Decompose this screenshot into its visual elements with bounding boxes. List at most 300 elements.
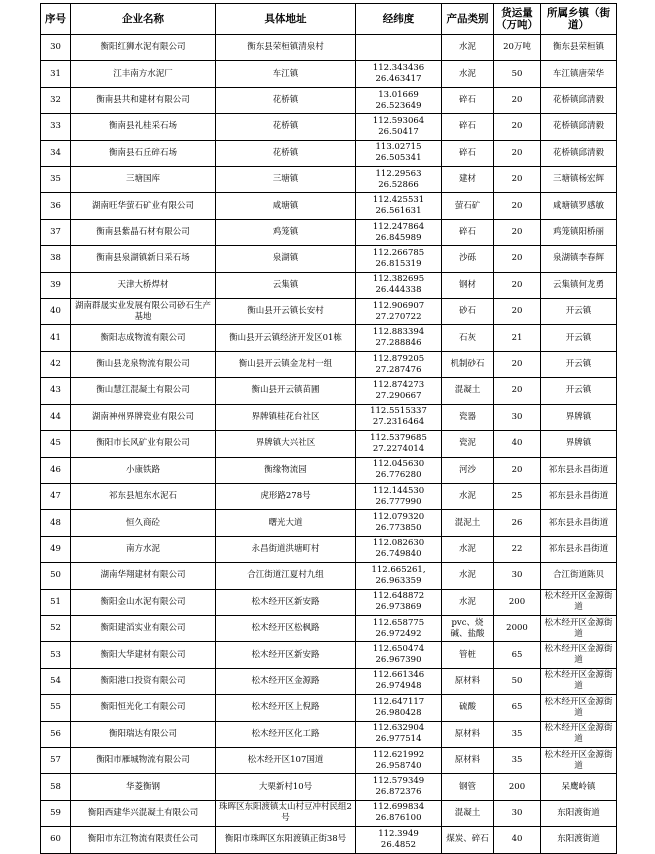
cell-index: 48 [41,510,71,536]
cell-coordinates [356,219,442,245]
cell-product: 混凝土 [442,378,494,404]
cell-volume: 65 [494,695,541,721]
cell-index: 30 [41,35,71,61]
cell-town: 开云镇 [541,299,617,325]
latitude-value: 26.505341 [375,153,422,164]
table-row [41,351,617,377]
cell-coordinates [356,457,442,483]
cell-coordinates [356,167,442,193]
cell-company-name: 衡阳建滔实业有限公司 [71,615,216,641]
cell-company-name: 小康铁路 [71,457,216,483]
header-address: 具体地址 [216,4,356,35]
cell-coordinates [356,431,442,457]
cell-index: 34 [41,140,71,166]
latitude-value: 27.270722 [375,311,422,322]
cell-company-name: 衡阳志成物流有限公司 [71,325,216,351]
table-row [41,193,617,219]
cell-town: 咸塘镇罗感敏 [541,193,617,219]
latitude-value: 26.872376 [375,787,422,798]
table-row [41,695,617,721]
latitude-value: 26.777990 [375,496,422,507]
cell-volume: 30 [494,800,541,826]
cell-volume: 20万吨 [494,35,541,61]
cell-product: 河沙 [442,457,494,483]
latitude-value: 27.2316464 [372,417,425,428]
cell-index: 38 [41,246,71,272]
cell-address: 松木经开区107国道 [216,747,356,773]
cell-volume: 26 [494,510,541,536]
cell-town: 松木经开区金源街道 [541,589,617,615]
cell-company-name: 衡南县共和建材有限公司 [71,87,216,113]
latitude-value: 26.776280 [375,470,422,481]
longitude-value: 112.699834 [372,802,425,813]
longitude-value: 112.647117 [372,696,425,707]
cell-index: 59 [41,800,71,826]
longitude-value: 112.045630 [372,459,425,470]
cell-product: 沙砾 [442,246,494,272]
cell-company-name: 衡阳市长风矿业有限公司 [71,431,216,457]
cell-company-name: 衡南县紫晶石材有限公司 [71,219,216,245]
latitude-value: 26.523649 [375,100,422,111]
longitude-value: 112.082630 [372,538,425,549]
cell-address: 界牌镇桂花台社区 [216,404,356,430]
cell-town: 呆鹰岭镇 [541,774,617,800]
cell-coordinates [356,378,442,404]
latitude-value: 26.963359 [375,575,422,586]
cell-index: 41 [41,325,71,351]
cell-town: 松木经开区金源街道 [541,747,617,773]
cell-index: 42 [41,351,71,377]
cell-product: 硫酸 [442,695,494,721]
longitude-value: 112.247864 [372,221,425,232]
cell-volume: 22 [494,536,541,562]
cell-index: 52 [41,615,71,641]
cell-product: 水泥 [442,35,494,61]
cell-address: 花桥镇 [216,114,356,140]
latitude-value: 27.2274014 [372,443,425,454]
header-product: 产品类别 [442,4,494,35]
cell-product: 水泥 [442,563,494,589]
cell-company-name: 衡阳金山水泥有限公司 [71,589,216,615]
cell-index: 60 [41,827,71,853]
cell-company-name: 恒久商砼 [71,510,216,536]
cell-coordinates [356,35,442,61]
cell-index: 32 [41,87,71,113]
cell-volume: 35 [494,747,541,773]
longitude-value: 112.650474 [372,644,425,655]
cell-product: 原材料 [442,747,494,773]
cell-town: 东阳渡街道 [541,827,617,853]
cell-volume: 20 [494,351,541,377]
latitude-value: 26.52866 [378,179,419,190]
longitude-value: 112.879205 [372,353,425,364]
longitude-value: 112.648872 [372,591,425,602]
cell-town: 花桥镇邱清毅 [541,140,617,166]
cell-company-name: 天津大桥焊材 [71,272,216,298]
cell-company-name: 南方水泥 [71,536,216,562]
cell-company-name: 祁东县旭东水泥石 [71,483,216,509]
cell-town: 合江街道陈贝 [541,563,617,589]
table-row [41,721,617,747]
cell-product: 原材料 [442,721,494,747]
cell-company-name: 衡阳红狮水泥有限公司 [71,35,216,61]
cell-town: 界牌镇 [541,404,617,430]
cell-coordinates [356,615,442,641]
table-row [41,87,617,113]
cell-town: 祁东县永昌街道 [541,536,617,562]
header-coordinates: 经纬度 [356,4,442,35]
cell-volume: 20 [494,378,541,404]
table-row [41,325,617,351]
cell-volume: 20 [494,87,541,113]
cell-address: 衡山县开云镇金龙村一组 [216,351,356,377]
table-row [41,246,617,272]
table-row [41,536,617,562]
cell-index: 55 [41,695,71,721]
cell-address: 珠晖区东阳渡镇太山村豆冲村民组2号 [216,800,356,826]
longitude-value: 112.29563 [375,168,422,179]
cell-volume: 2000 [494,615,541,641]
cell-product: 钢管 [442,774,494,800]
cell-town: 花桥镇邱清毅 [541,87,617,113]
cell-company-name: 三塘国库 [71,167,216,193]
cell-town: 开云镇 [541,351,617,377]
cell-company-name: 衡山慧江混凝土有限公司 [71,378,216,404]
cell-address: 花桥镇 [216,140,356,166]
cell-index: 36 [41,193,71,219]
cell-index: 56 [41,721,71,747]
cell-address: 衡阳市珠晖区东阳渡镇正街38号 [216,827,356,853]
header-index: 序号 [41,4,71,35]
cell-town: 花桥镇邱清毅 [541,114,617,140]
cell-address: 衡山县开云镇苗圃 [216,378,356,404]
longitude-value: 112.906907 [372,300,425,311]
cell-address: 界牌镇大兴社区 [216,431,356,457]
cell-address: 衡东县荣桓镇清泉村 [216,35,356,61]
cell-product: 瓷器 [442,404,494,430]
cell-product: 建材 [442,167,494,193]
cell-coordinates [356,642,442,668]
longitude-value: 112.632904 [372,723,425,734]
cell-company-name: 江丰南方水泥厂 [71,61,216,87]
cell-company-name: 衡阳西建华兴混凝土有限公司 [71,800,216,826]
table-row [41,589,617,615]
cell-address: 松木经开区新安路 [216,642,356,668]
cell-coordinates [356,114,442,140]
cell-address: 松木经开区金源路 [216,668,356,694]
cell-index: 33 [41,114,71,140]
table-body [41,35,617,854]
cell-volume: 30 [494,563,541,589]
cell-product: 机制砂石 [442,351,494,377]
cell-address: 泉湖镇 [216,246,356,272]
cell-town: 松木经开区金源街道 [541,695,617,721]
longitude-value: 13.01669 [378,89,419,100]
cell-product: 混凝土 [442,800,494,826]
cell-product: 碎石 [442,114,494,140]
table-row [41,774,617,800]
cell-coordinates [356,800,442,826]
table-row [41,272,617,298]
cell-coordinates [356,536,442,562]
cell-volume: 20 [494,140,541,166]
document-sheet [40,3,617,854]
cell-company-name: 衡阳市雁城物流有限公司 [71,747,216,773]
longitude-value: 112.883394 [372,327,425,338]
table-row [41,114,617,140]
cell-index: 47 [41,483,71,509]
cell-product: 水泥 [442,483,494,509]
cell-index: 46 [41,457,71,483]
cell-company-name: 衡山县龙泉物流有限公司 [71,351,216,377]
cell-coordinates [356,668,442,694]
cell-index: 57 [41,747,71,773]
longitude-value: 112.343436 [372,63,425,74]
cell-coordinates [356,61,442,87]
table-row [41,483,617,509]
cell-volume: 21 [494,325,541,351]
cell-volume: 20 [494,193,541,219]
cell-product: 钢材 [442,272,494,298]
cell-town: 云集镇何龙勇 [541,272,617,298]
cell-coordinates [356,193,442,219]
cell-company-name: 衡阳恒光化工有限公司 [71,695,216,721]
table-row [41,563,617,589]
cell-product: 管桩 [442,642,494,668]
table-row [41,61,617,87]
longitude-value: 113.02715 [375,142,422,153]
cell-index: 43 [41,378,71,404]
table-row [41,747,617,773]
latitude-value: 26.50417 [378,126,419,137]
cell-volume: 65 [494,642,541,668]
cell-address: 曙光大道 [216,510,356,536]
longitude-value: 112.579349 [372,776,425,787]
longitude-value: 112.874273 [372,379,425,390]
cell-index: 45 [41,431,71,457]
cell-coordinates [356,351,442,377]
cell-address: 合江街道江夏村九组 [216,563,356,589]
cell-product: 水泥 [442,61,494,87]
table-row [41,800,617,826]
cell-address: 永昌街道洪塘町村 [216,536,356,562]
latitude-value: 26.845989 [375,232,422,243]
table-row [41,167,617,193]
cell-address: 三塘镇 [216,167,356,193]
table-row [41,642,617,668]
cell-town: 鸡笼镇阳桥丽 [541,219,617,245]
longitude-value: 112.658775 [372,617,425,628]
longitude-value: 112.621992 [372,749,425,760]
cell-product: 碎石 [442,219,494,245]
cell-index: 39 [41,272,71,298]
table-row [41,378,617,404]
cell-coordinates [356,774,442,800]
longitude-value: 112.665261, [371,564,426,575]
cell-coordinates [356,721,442,747]
cell-volume: 25 [494,483,541,509]
cell-volume: 50 [494,668,541,694]
table-row [41,615,617,641]
cell-volume: 20 [494,114,541,140]
longitude-value: 112.144530 [372,485,425,496]
cell-volume: 20 [494,299,541,325]
cell-address: 松木经开区松枫路 [216,615,356,641]
cell-company-name: 衡南县泉湖镇新日采石场 [71,246,216,272]
cell-address: 衡山县开云镇长安村 [216,299,356,325]
cell-volume: 200 [494,774,541,800]
cell-volume: 40 [494,431,541,457]
cell-company-name: 衡阳市东江物流有限责任公司 [71,827,216,853]
latitude-value: 27.287476 [375,364,422,375]
cell-coordinates [356,404,442,430]
cell-town: 松木经开区金源街道 [541,668,617,694]
cell-product: 水泥 [442,536,494,562]
cell-town: 衡东县荣桓镇 [541,35,617,61]
latitude-value: 27.288846 [375,338,422,349]
longitude-value: 112.5379685 [370,432,427,443]
table-row [41,404,617,430]
cell-company-name: 华菱衡钢 [71,774,216,800]
latitude-value: 26.4852 [380,839,417,850]
cell-volume: 20 [494,167,541,193]
latitude-value: 26.974948 [375,681,422,692]
cell-index: 44 [41,404,71,430]
cell-volume: 30 [494,404,541,430]
cell-town: 车江镇唐荣华 [541,61,617,87]
latitude-value: 26.444338 [375,285,422,296]
cell-company-name: 衡阳港口投资有限公司 [71,668,216,694]
cell-volume: 20 [494,246,541,272]
cell-volume: 200 [494,589,541,615]
cell-product: 瓷泥 [442,431,494,457]
cell-company-name: 衡南县石丘碎石场 [71,140,216,166]
cell-coordinates [356,325,442,351]
cell-product: 混泥土 [442,510,494,536]
longitude-value: 112.593064 [372,115,425,126]
cell-product: 砂石 [442,299,494,325]
cell-coordinates [356,140,442,166]
cell-index: 35 [41,167,71,193]
cell-town: 祁东县永昌街道 [541,483,617,509]
cell-coordinates [356,563,442,589]
cell-index: 53 [41,642,71,668]
longitude-value: 112.425531 [372,195,425,206]
table-row [41,299,617,325]
cell-town: 泉湖镇李春辉 [541,246,617,272]
cell-product: pvc、烧碱、盐酸 [442,615,494,641]
latitude-value: 26.815319 [375,258,422,269]
latitude-value: 27.290667 [375,390,422,401]
cell-company-name: 湖南华翔建材有限公司 [71,563,216,589]
cell-product: 萤石矿 [442,193,494,219]
cell-coordinates [356,272,442,298]
table-row [41,431,617,457]
cell-index: 40 [41,299,71,325]
latitude-value: 26.972492 [375,628,422,639]
cell-volume: 20 [494,272,541,298]
longitude-value: 112.266785 [372,247,425,258]
latitude-value: 26.967390 [375,655,422,666]
cell-coordinates [356,87,442,113]
cell-town: 三塘镇杨宏辉 [541,167,617,193]
cell-address: 花桥镇 [216,87,356,113]
cell-product: 水泥 [442,589,494,615]
cell-company-name: 湖南群晟实业发展有限公司砂石生产基地 [71,299,216,325]
cell-company-name: 湖南神州界牌瓷业有限公司 [71,404,216,430]
cell-address: 松木经开区上倪路 [216,695,356,721]
cell-volume: 35 [494,721,541,747]
table-row [41,140,617,166]
cell-address: 咸塘镇 [216,193,356,219]
cell-index: 31 [41,61,71,87]
latitude-value: 26.773850 [375,523,422,534]
cell-town: 开云镇 [541,325,617,351]
latitude-value: 26.973869 [375,602,422,613]
cell-product: 碎石 [442,140,494,166]
cell-product: 石灰 [442,325,494,351]
latitude-value: 26.463417 [375,74,422,85]
cell-coordinates [356,747,442,773]
cell-product: 原材料 [442,668,494,694]
cell-town: 开云镇 [541,378,617,404]
cell-company-name: 衡南县礼桂采石场 [71,114,216,140]
cell-volume: 40 [494,827,541,853]
cell-index: 51 [41,589,71,615]
cell-volume: 20 [494,219,541,245]
cell-town: 松木经开区金源街道 [541,642,617,668]
cell-address: 虎形路278号 [216,483,356,509]
latitude-value: 26.876100 [375,813,422,824]
latitude-value: 26.980428 [375,707,422,718]
cell-coordinates [356,695,442,721]
cell-index: 49 [41,536,71,562]
cell-address: 云集镇 [216,272,356,298]
longitude-value: 112.661346 [372,670,425,681]
cell-product: 碎石 [442,87,494,113]
table-row [41,510,617,536]
table-row [41,219,617,245]
table-row [41,457,617,483]
cell-address: 鸡笼镇 [216,219,356,245]
cell-index: 54 [41,668,71,694]
table-row [41,668,617,694]
longitude-value: 112.3949 [378,828,419,839]
cell-coordinates [356,589,442,615]
cell-address: 衡缘物流园 [216,457,356,483]
cell-volume: 20 [494,457,541,483]
cell-town: 松木经开区金源街道 [541,615,617,641]
cell-company-name: 湖南旺华萤石矿业有限公司 [71,193,216,219]
cell-address: 松木经开区新安路 [216,589,356,615]
header-town: 所属乡镇（街道） [541,4,617,35]
latitude-value: 26.958740 [375,760,422,771]
longitude-value: 112.079320 [372,512,425,523]
cell-coordinates [356,483,442,509]
cell-index: 58 [41,774,71,800]
cell-coordinates [356,299,442,325]
table-row [41,35,617,61]
cell-address: 衡山县开云镇经济开发区01栋 [216,325,356,351]
cell-product: 煤炭、碎石 [442,827,494,853]
cell-address: 车江镇 [216,61,356,87]
header-row [41,4,617,35]
longitude-value: 112.5515337 [370,406,427,417]
cell-address: 大栗新村10号 [216,774,356,800]
header-company-name: 企业名称 [71,4,216,35]
header-volume: 货运量（万吨） [494,4,541,35]
cell-company-name: 衡阳大华建材有限公司 [71,642,216,668]
